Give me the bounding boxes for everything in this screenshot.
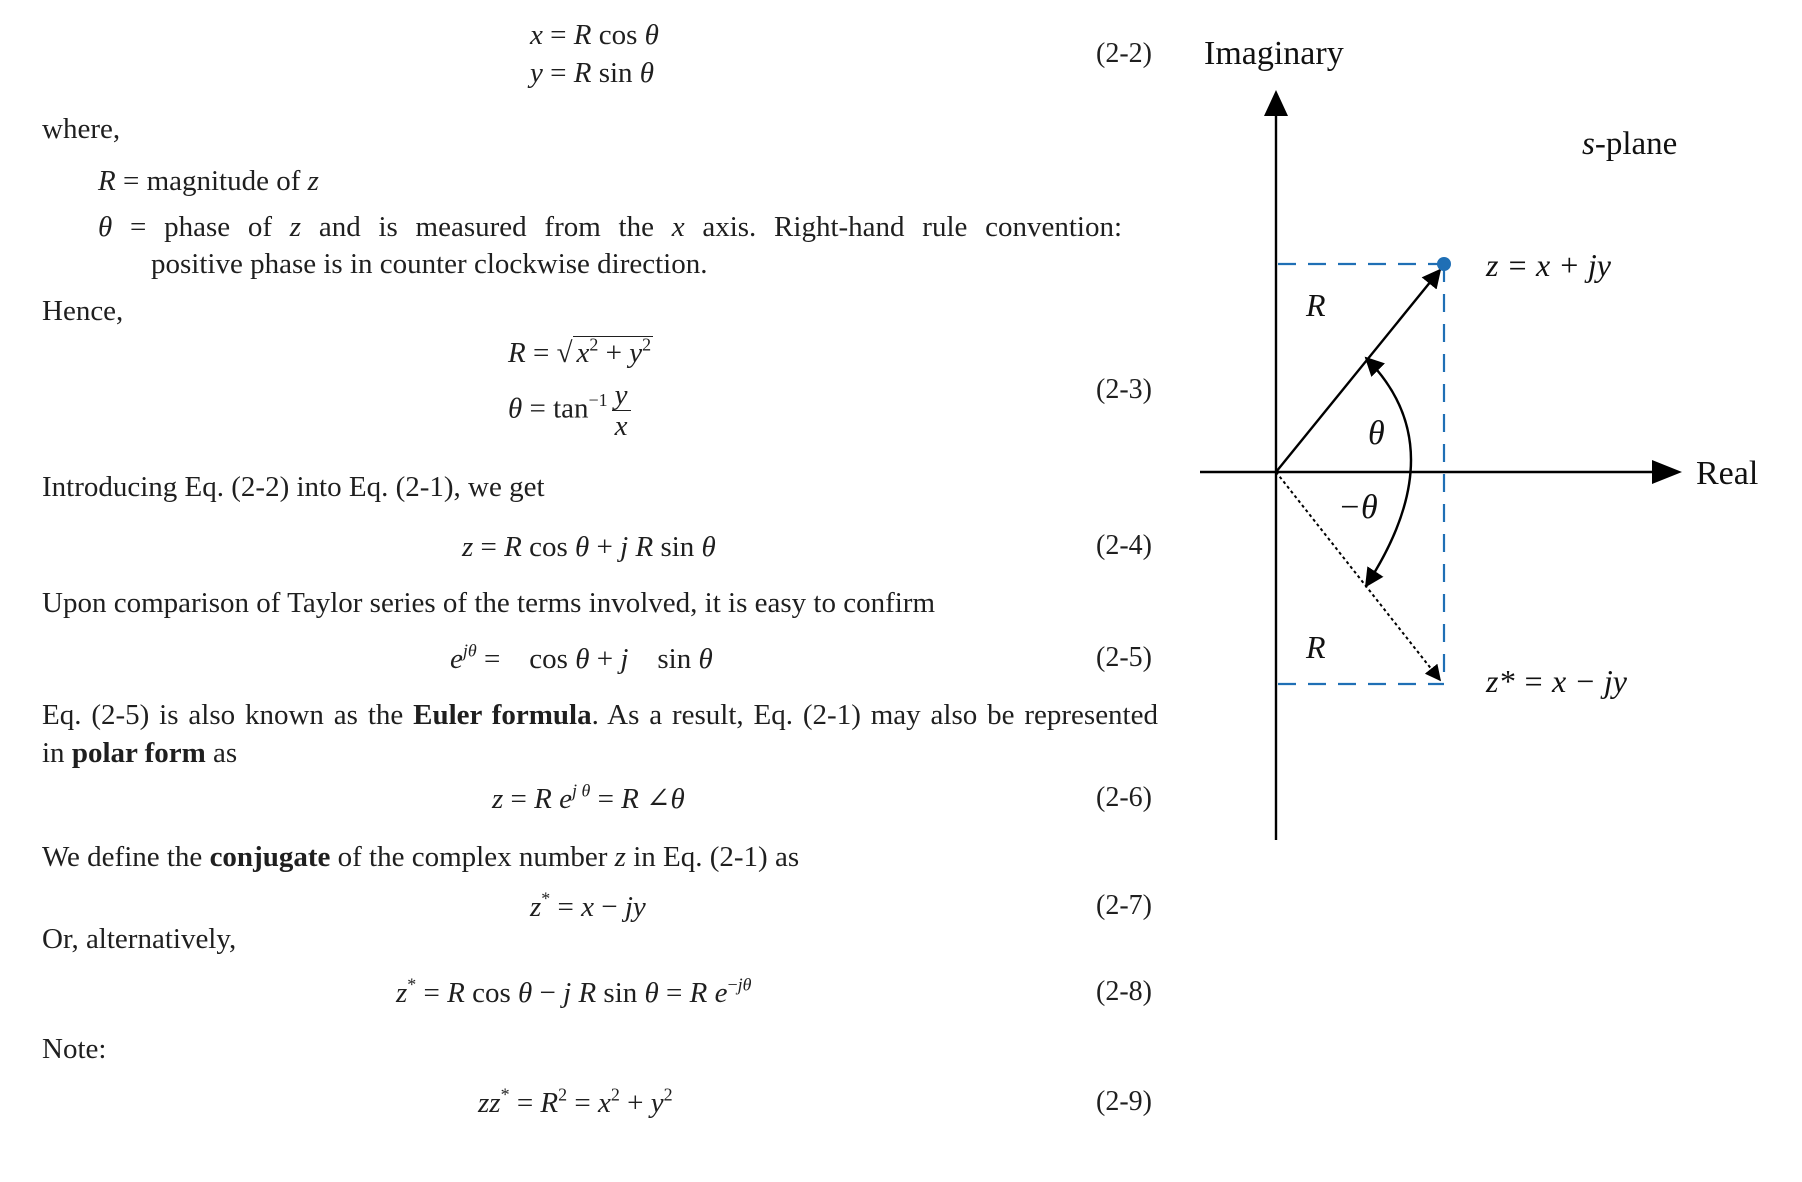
euler-paragraph-line-1: Eq. (2-5) is also known as the Euler formula. As a result, Eq. (2-1) may also be represented xyxy=(42,699,1158,731)
eq-number-2-7: (2-7) xyxy=(1096,890,1152,921)
upon-text: Upon comparison of Taylor series of the terms involved, it is easy to confirm xyxy=(42,587,936,619)
euler-paragraph-line-2: in polar form as xyxy=(42,737,238,769)
theta-definition-line-2: positive phase is in counter clockwise direction. xyxy=(151,248,708,280)
real-label: Real xyxy=(1696,455,1759,492)
conjugate-text: We define the conjugate of the complex number z in Eq. (2-1) as xyxy=(42,841,800,873)
note-text: Note: xyxy=(42,1033,107,1065)
neg-theta-label: −θ xyxy=(1338,489,1378,526)
eq-2-7: z* = x − jy xyxy=(530,888,646,923)
eq-2-6: z = R $e^{j \theta} = R$ ∠θ xyxy=(492,780,685,815)
eq-2-8: z* = R cos θ − j R sin θ = R $e^{-j\theta}$ xyxy=(396,974,752,1009)
r-definition: R = magnitude of z xyxy=(98,165,319,197)
z-point xyxy=(1437,257,1451,271)
eq-2-4: z = R cos θ + j R sin θ xyxy=(462,531,716,563)
r-definition-text: = magnitude of xyxy=(122,165,301,197)
eq-number-2-9: (2-9) xyxy=(1096,1086,1152,1117)
eq-2-9: $zz^* = R^2 = x^2 + y^2$ xyxy=(478,1084,673,1119)
eq-number-2-8: (2-8) xyxy=(1096,976,1152,1007)
real-axis-arrowhead xyxy=(1652,460,1682,484)
imaginary-axis-arrowhead xyxy=(1264,90,1288,116)
eq-number-2-6: (2-6) xyxy=(1096,782,1152,813)
z-vector xyxy=(1276,270,1440,472)
alternatively-text: Or, alternatively, xyxy=(42,923,237,955)
euler-formula-term: Euler formula xyxy=(413,699,592,731)
polar-form-term: polar form xyxy=(71,737,206,769)
s-plane-label: s-plane xyxy=(1582,126,1678,162)
eq-2-3-line-2: $\theta = \tan^{-1}$ $\frac{y}{x}$ xyxy=(508,380,631,442)
eq-2-5: $e^{j\theta}$ = cos θ + j sin θ xyxy=(450,640,713,675)
introducing-text: Introducing Eq. (2-2) into Eq. (2-1), we get xyxy=(42,471,545,503)
conjugate-term: conjugate xyxy=(209,841,331,873)
eq-2-3-line-1: R = √ $x^2 + y^2$ xyxy=(508,334,652,369)
conjugate-point-label: z* = x − jy xyxy=(1486,663,1627,699)
eq-number-2-4: (2-4) xyxy=(1096,530,1152,561)
theta-definition-line-1: θ = phase of z and is measured from the x axis. Right-hand rule convention: xyxy=(98,211,1123,243)
eq-number-2-5: (2-5) xyxy=(1096,642,1152,673)
eq-2-2-line-1: x = R cos θ xyxy=(530,19,659,51)
where-text: where, xyxy=(42,113,121,145)
imaginary-label: Imaginary xyxy=(1204,35,1344,72)
eq-number-2-2: (2-2) xyxy=(1096,38,1152,69)
theta-label: θ xyxy=(1368,415,1385,452)
z-point-label: z = x + jy xyxy=(1486,247,1611,283)
eq-2-2-line-2: y = R sin θ xyxy=(530,57,655,89)
r-label-upper: R xyxy=(1306,287,1326,323)
eq-number-2-3: (2-3) xyxy=(1096,374,1152,405)
r-label-lower: R xyxy=(1306,629,1326,665)
hence-text: Hence, xyxy=(42,295,124,327)
s-plane-figure xyxy=(1190,20,1790,860)
